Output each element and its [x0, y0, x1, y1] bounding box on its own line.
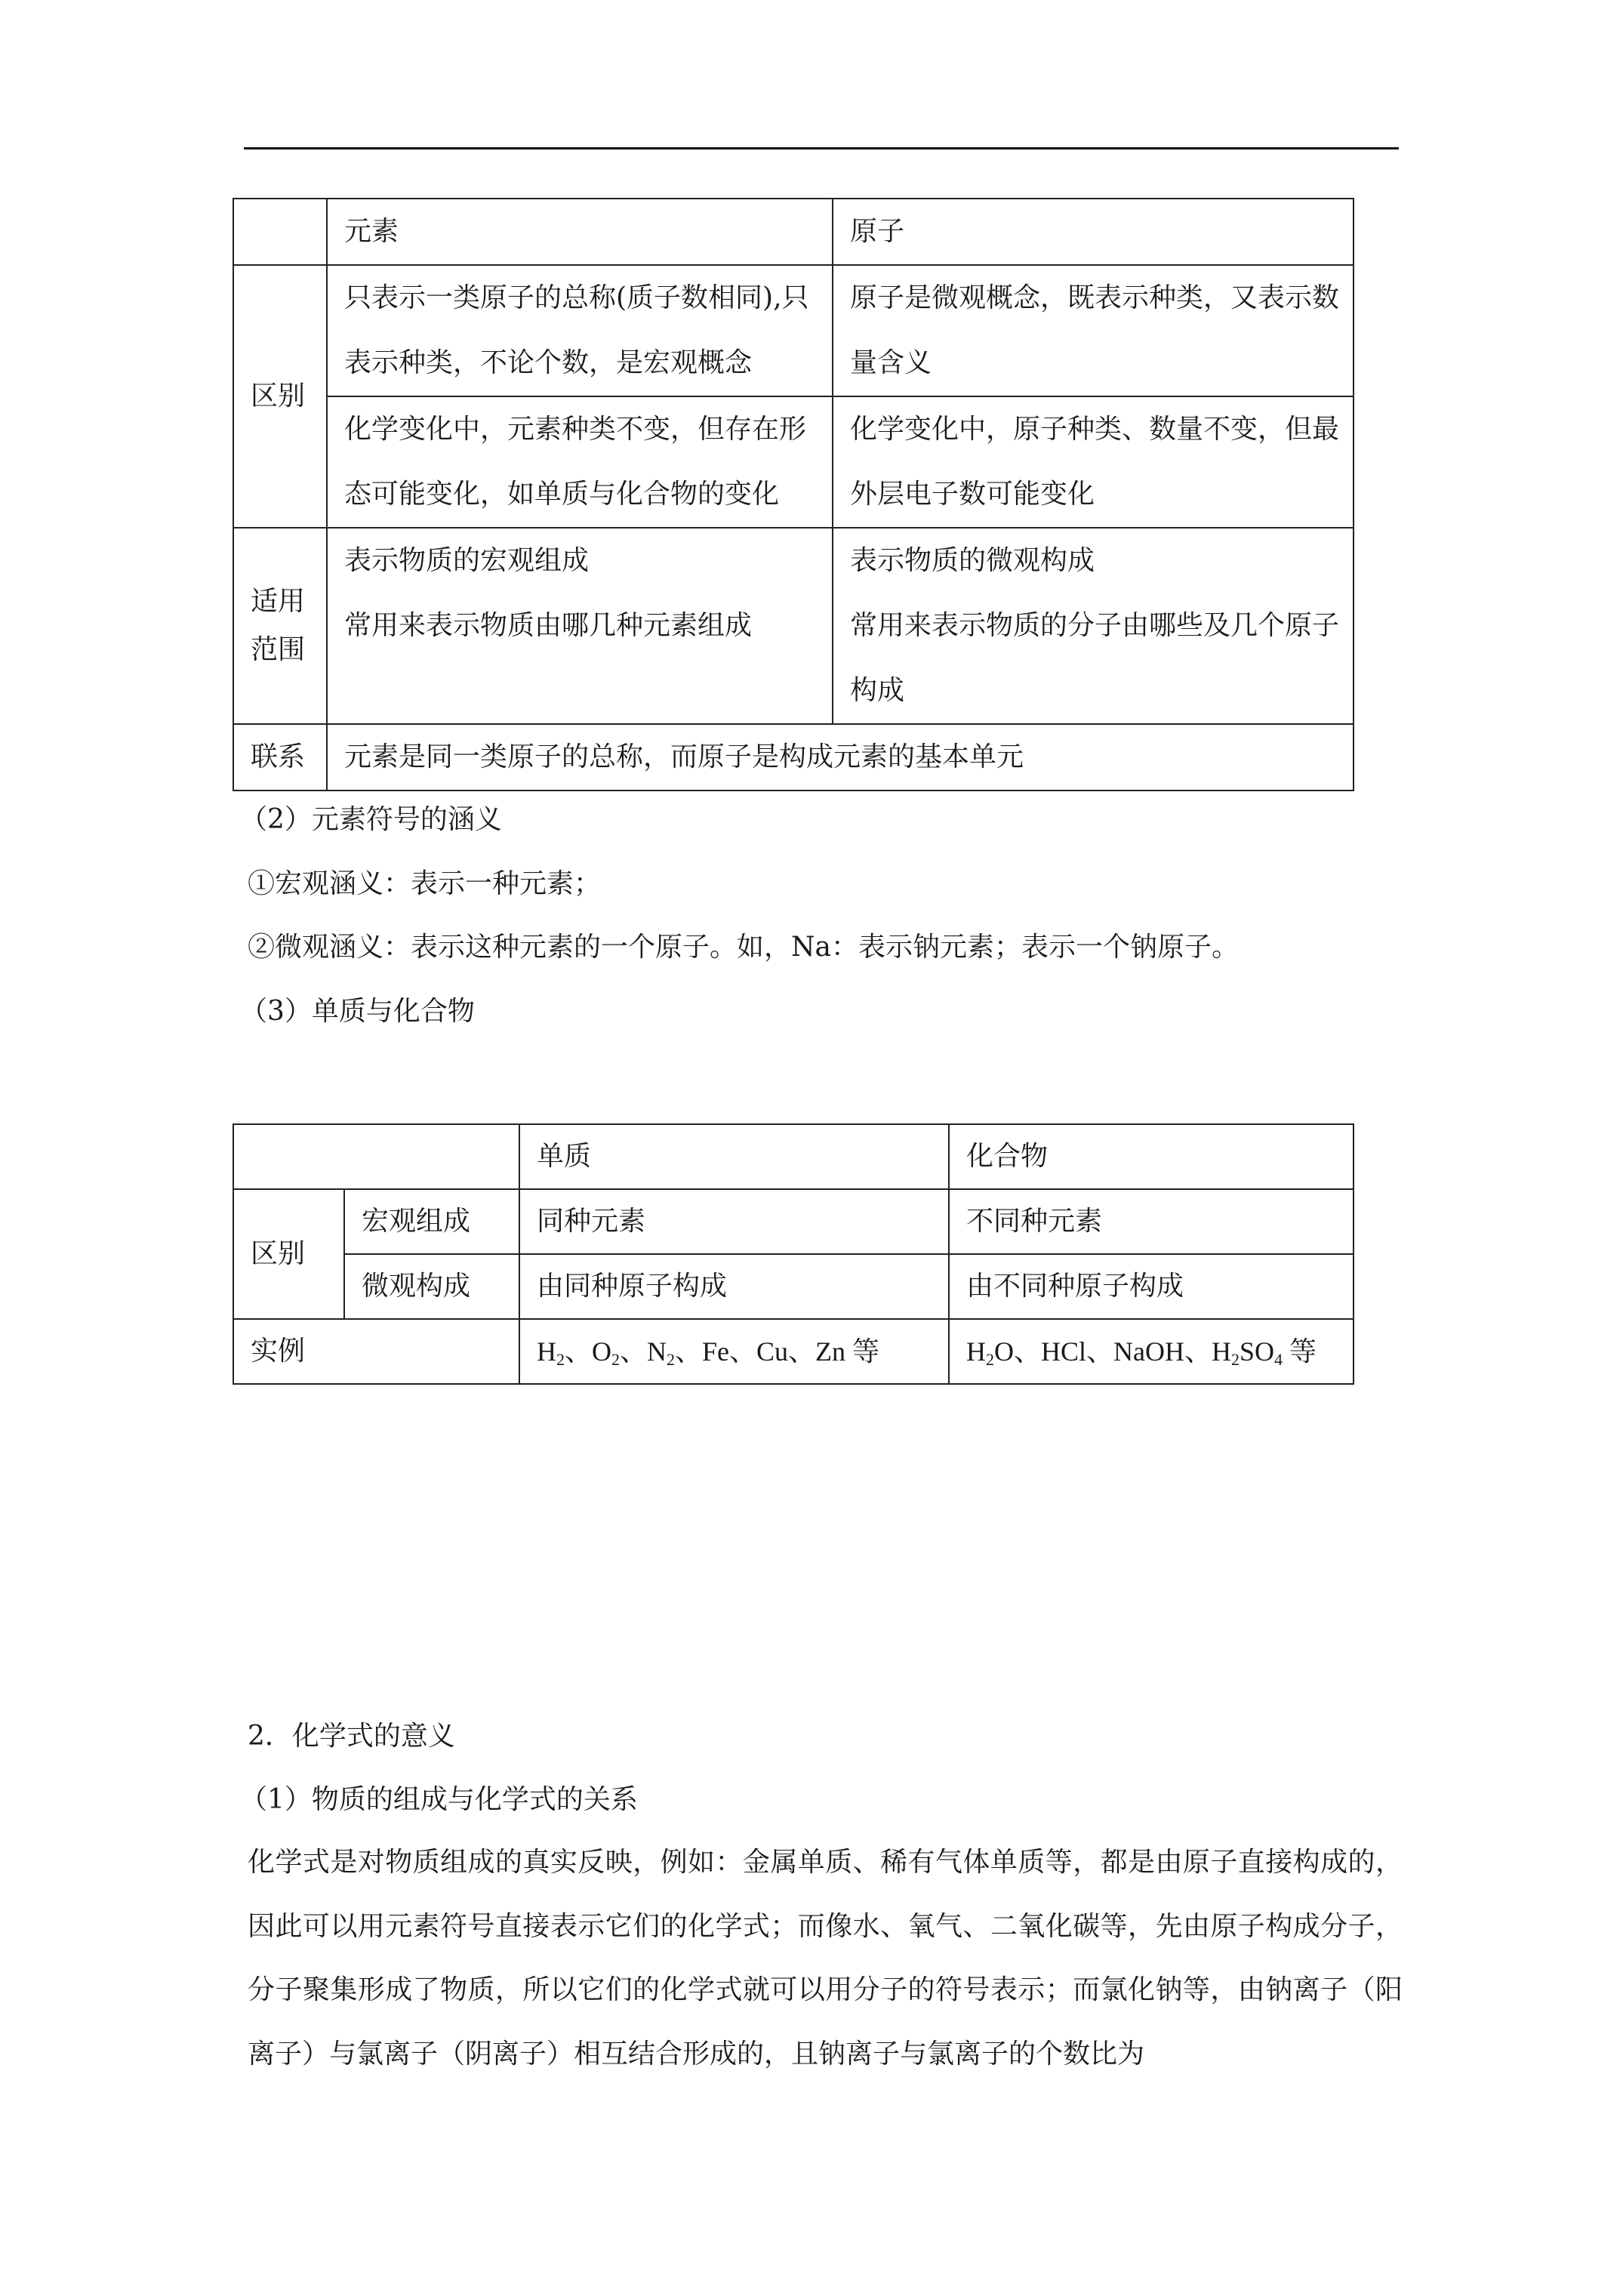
scope-element-line: 表示物质的宏观组成	[344, 545, 590, 576]
relation-text: 元素是同一类原子的总称，而原子是构成元素的基本单元	[327, 724, 1354, 791]
body-paragraph: 化学式是对物质组成的真实反映，例如：金属单质、稀有气体单质等，都是由原子直接构成的，因此可以用元素符号直接表示它们的化学式；而像水、氧气、二氧化碳等，先由原子构成分子，分子聚集形成了物质，所以它们的化学式就可以用分子的符号表示；而氯化钠等，由钠离子（阳离子）与氯离子（阴离子）相互结合形成的，且钠离子与氯离子的个数比为	[248, 1847, 1403, 2069]
table-row	[233, 265, 1354, 396]
diff-label: 区别	[233, 1189, 344, 1319]
subsection-title: （1）物质的组成与化学式的关系	[240, 1784, 638, 1815]
scope-atom-line: 表示物质的微观构成	[850, 545, 1095, 576]
diff-element-cell: 只表示一类原子的总称(质子数相同),只表示种类，不论个数，是宏观概念	[327, 265, 833, 396]
compound-cell: 不同种元素	[949, 1189, 1354, 1254]
macro-meaning: ①宏观涵义：表示一种元素；	[248, 868, 602, 899]
table-row	[233, 199, 1354, 265]
scope-label	[233, 528, 327, 724]
relation-label: 联系	[233, 724, 327, 791]
table-row	[233, 1124, 1354, 1189]
scope-atom-line: 常用来表示物质的分子由哪些及几个原子构成	[850, 610, 1340, 706]
table-row	[233, 1319, 1354, 1384]
compound-cell: 由不同种原子构成	[949, 1254, 1354, 1319]
header-element: 元素	[327, 199, 833, 265]
section-heading: 2．化学式的意义	[248, 1721, 455, 1752]
simple-compound-table	[233, 1123, 1354, 1385]
simple-cell: 同种元素	[519, 1189, 949, 1254]
header-atom: 原子	[833, 199, 1354, 265]
element-atom-table	[233, 198, 1354, 791]
scope-atom-cell	[833, 528, 1354, 724]
table-row	[233, 396, 1354, 528]
table-row	[233, 724, 1354, 791]
example-label: 实例	[233, 1319, 519, 1384]
diff-label: 区别	[233, 265, 327, 528]
simple-examples: $H_2$、$O_2$、$N_2$、Fe、Cu、Zn 等	[519, 1319, 949, 1384]
row-label: 宏观组成	[344, 1189, 519, 1254]
simple-cell: 由同种原子构成	[519, 1254, 949, 1319]
diff-element-cell: 化学变化中，元素种类不变，但存在形态可能变化，如单质与化合物的变化	[327, 396, 833, 528]
diff-atom-cell: 化学变化中，原子种类、数量不变，但最外层电子数可能变化	[833, 396, 1354, 528]
table-row	[233, 528, 1354, 724]
scope-label-text: 适用范围	[251, 586, 306, 665]
section-title: （2）元素符号的涵义	[240, 804, 502, 835]
scope-element-line: 常用来表示物质由哪几种元素组成	[344, 610, 753, 641]
table-row	[233, 1189, 1354, 1254]
diff-atom-cell: 原子是微观概念，既表示种类，又表示数量含义	[833, 265, 1354, 396]
row-label: 微观构成	[344, 1254, 519, 1319]
header-simple: 单质	[519, 1124, 949, 1189]
table-row	[233, 1254, 1354, 1319]
scope-element-cell	[327, 528, 833, 724]
header-rule	[244, 147, 1399, 149]
micro-meaning: ②微观涵义：表示这种元素的一个原子。如，Na：表示钠元素；表示一个钠原子。	[248, 932, 1239, 963]
table-cell-empty	[233, 199, 327, 265]
compound-examples: $H_2O$、HCl、NaOH、$H_2SO_4$ 等	[949, 1319, 1354, 1384]
table-cell-empty	[233, 1124, 519, 1189]
header-compound: 化合物	[949, 1124, 1354, 1189]
section-title: （3）单质与化合物	[240, 996, 475, 1027]
